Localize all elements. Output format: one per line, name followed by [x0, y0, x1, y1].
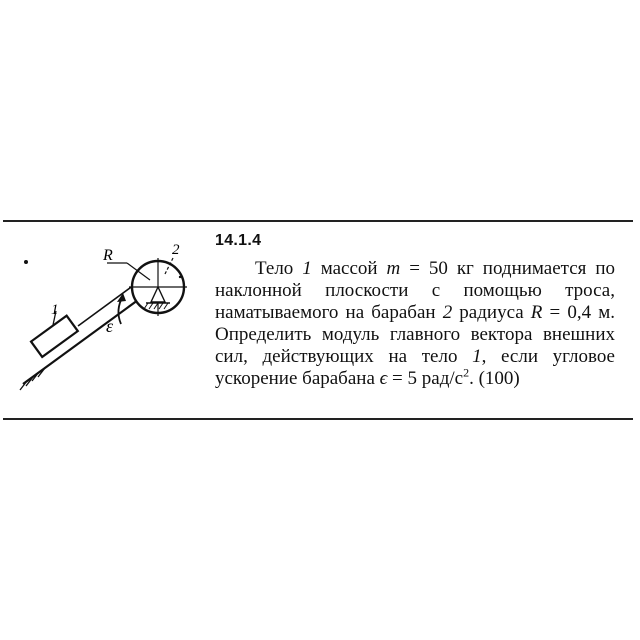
label-1: 1 [51, 302, 59, 318]
problem-statement: Тело 1 массой m = 50 кг поднимается по наклонной плоскости с помощью троса, наматываемого на барабан 2 радиуса R = 0,4 м. Определить модуль главного вектора внешних сил, действующих на тело 1, если угловое ускорение барабана ϵ = 5 рад/$с^2$. (100) [215, 258, 615, 389]
label-R: R [103, 247, 113, 264]
label-2: 2 [172, 242, 180, 258]
problem-text-block [215, 232, 615, 390]
incline-drum-diagram [3, 222, 213, 418]
problem-card [3, 220, 633, 420]
stray-dot [24, 260, 28, 264]
problem-number: 14.1.4 [215, 232, 262, 249]
label-epsilon: ε [106, 316, 114, 336]
body-1-block [31, 316, 78, 357]
